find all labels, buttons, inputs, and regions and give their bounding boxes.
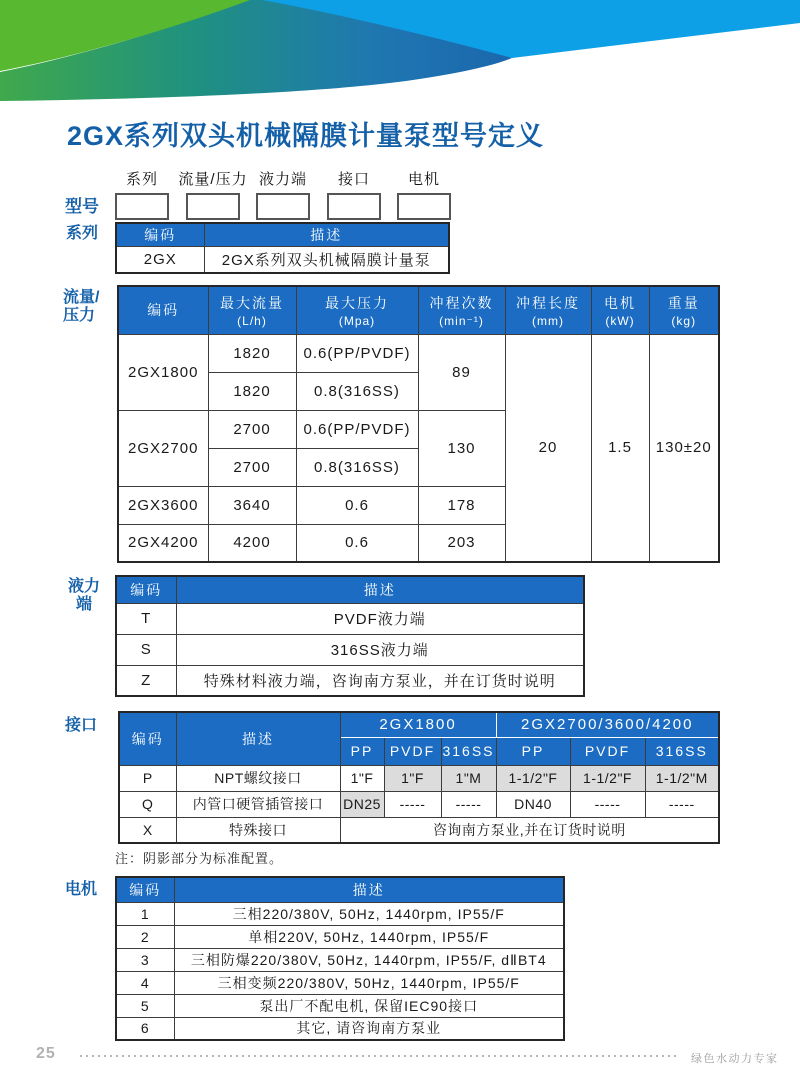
cell-strokes: 203	[418, 524, 505, 562]
table-row	[116, 902, 564, 925]
cell-code: 6	[116, 1017, 174, 1040]
col-header-strokes: 冲程次数 (min⁻¹)	[418, 286, 505, 334]
col-header-desc: 描述	[204, 223, 449, 246]
model-code-box	[115, 193, 169, 220]
col-header-code: 编码	[116, 576, 176, 603]
cell-value-standard: 1-1/2"F	[496, 765, 570, 791]
cell-strokes: 178	[418, 486, 505, 524]
cell-code: 1	[116, 902, 174, 925]
cell-value-standard: DN25	[340, 791, 384, 817]
cell-code: Z	[116, 665, 176, 696]
cell-desc: 特殊材料液力端，咨询南方泵业，并在订货时说明	[176, 665, 584, 696]
model-field-label: 流量/压力	[178, 171, 248, 188]
table-row	[119, 817, 719, 843]
cell-code: 2GX1800	[118, 334, 208, 410]
cell-desc: 316SS液力端	[176, 634, 584, 665]
cell-flow: 1820	[208, 334, 296, 372]
col-header-desc: 描述	[174, 877, 564, 902]
cell-flow: 3640	[208, 486, 296, 524]
cell-pressure: 0.8(316SS)	[296, 372, 418, 410]
model-field-label: 液力端	[258, 171, 308, 188]
hydraulic-end-label-line1: 液力	[67, 578, 100, 595]
table-header-row	[116, 576, 584, 603]
interface-label: 接口	[65, 717, 98, 734]
cell-motor-kw: 1.5	[591, 334, 649, 562]
cell-code: 4	[116, 971, 174, 994]
flow-pressure-table	[117, 285, 720, 563]
cell-value-standard: 1-1/2"M	[645, 765, 719, 791]
header-banner-graphic	[0, 0, 800, 102]
col-header-316ss: 316SS	[441, 737, 496, 765]
table-row	[119, 765, 719, 791]
cell-value: -----	[645, 791, 719, 817]
page-number: 25	[36, 1045, 56, 1062]
model-field-label: 系列	[125, 171, 159, 188]
interface-table	[118, 711, 720, 844]
cell-value: -----	[441, 791, 496, 817]
table-row	[116, 925, 564, 948]
cell-pressure: 0.6(PP/PVDF)	[296, 334, 418, 372]
cell-pressure: 0.6	[296, 486, 418, 524]
cell-code: T	[116, 603, 176, 634]
table-row	[116, 971, 564, 994]
hydraulic-end-table	[115, 575, 585, 697]
table-row	[116, 665, 584, 696]
model-label: 型号	[65, 197, 99, 216]
cell-pressure: 0.8(316SS)	[296, 448, 418, 486]
col-header-max-flow: 最大流量 (L/h)	[208, 286, 296, 334]
table-header-row	[118, 286, 719, 334]
col-header-max-pressure: 最大压力 (Mpa)	[296, 286, 418, 334]
cell-value-standard: 1"F	[384, 765, 441, 791]
cell-code: 2GX4200	[118, 524, 208, 562]
series-label: 系列	[66, 225, 99, 242]
cell-code: X	[119, 817, 176, 843]
cell-desc: 2GX系列双头机械隔膜计量泵	[204, 246, 449, 273]
cell-code: 2GX3600	[118, 486, 208, 524]
flow-pressure-label-line1: 流量/	[63, 289, 100, 306]
cell-span-note: 咨询南方泵业,并在订货时说明	[340, 817, 719, 843]
cell-desc: 三相防爆220/380V, 50Hz, 1440rpm, IP55/F, dⅡBT4	[174, 948, 564, 971]
cell-desc: 内管口硬管插管接口	[176, 791, 340, 817]
col-header-pvdf: PVDF	[570, 737, 645, 765]
cell-value: -----	[384, 791, 441, 817]
flow-pressure-label	[63, 289, 99, 326]
model-code-box	[256, 193, 310, 220]
cell-flow: 4200	[208, 524, 296, 562]
series-table	[115, 222, 450, 274]
col-group-2gx1800: 2GX1800	[340, 712, 496, 737]
cell-code: S	[116, 634, 176, 665]
table-row	[118, 334, 719, 372]
cell-desc: 特殊接口	[176, 817, 340, 843]
cell-code: 2	[116, 925, 174, 948]
table-header-row	[119, 712, 719, 737]
motor-label: 电机	[65, 881, 98, 898]
hydraulic-end-label	[66, 578, 102, 615]
cell-desc: NPT螺纹接口	[176, 765, 340, 791]
cell-value: 1"F	[340, 765, 384, 791]
cell-pressure: 0.6(PP/PVDF)	[296, 410, 418, 448]
flow-pressure-label-line2: 压力	[63, 307, 96, 325]
cell-code: 5	[116, 994, 174, 1017]
model-code-box	[186, 193, 240, 220]
table-header-row	[116, 877, 564, 902]
model-field-label: 接口	[337, 171, 371, 188]
cell-value-standard: 1-1/2"F	[570, 765, 645, 791]
col-header-code: 编码	[119, 712, 176, 765]
col-header-code: 编码	[116, 877, 174, 902]
col-header-pvdf: PVDF	[384, 737, 441, 765]
cell-weight: 130±20	[649, 334, 719, 562]
footer-dotted-divider	[80, 1055, 680, 1057]
cell-code: 2GX2700	[118, 410, 208, 486]
col-header-code: 编码	[118, 286, 208, 334]
cell-value: -----	[570, 791, 645, 817]
table-row	[116, 994, 564, 1017]
cell-desc: 泵出厂不配电机, 保留IEC90接口	[174, 994, 564, 1017]
table-header-row	[116, 223, 449, 246]
cell-code: P	[119, 765, 176, 791]
cell-value-standard: 1"M	[441, 765, 496, 791]
cell-value: DN40	[496, 791, 570, 817]
cell-code: 2GX	[116, 246, 204, 273]
table-row	[116, 948, 564, 971]
cell-stroke-length: 20	[505, 334, 591, 562]
cell-strokes: 130	[418, 410, 505, 486]
col-header-code: 编码	[116, 223, 204, 246]
col-header-weight: 重量 (kg)	[649, 286, 719, 334]
col-header-motor-kw: 电机 (kW)	[591, 286, 649, 334]
col-header-stroke-length: 冲程长度 (mm)	[505, 286, 591, 334]
shading-note: 注：阴影部分为标准配置。	[115, 851, 284, 866]
table-row	[116, 1017, 564, 1040]
col-header-desc: 描述	[176, 712, 340, 765]
cell-strokes: 89	[418, 334, 505, 410]
model-field-label: 电机	[407, 171, 441, 188]
cell-flow: 2700	[208, 448, 296, 486]
cell-desc: 三相变频220/380V, 50Hz, 1440rpm, IP55/F	[174, 971, 564, 994]
cell-flow: 2700	[208, 410, 296, 448]
cell-desc: 其它, 请咨询南方泵业	[174, 1017, 564, 1040]
model-code-box	[397, 193, 451, 220]
page-title: 2GX系列双头机械隔膜计量泵型号定义	[67, 121, 545, 151]
table-row	[116, 603, 584, 634]
col-header-pp: PP	[340, 737, 384, 765]
cell-code: 3	[116, 948, 174, 971]
cell-pressure: 0.6	[296, 524, 418, 562]
col-header-desc: 描述	[176, 576, 584, 603]
table-row	[119, 791, 719, 817]
motor-table	[115, 876, 565, 1041]
footer-slogan: 绿色水动力专家	[691, 1053, 779, 1065]
col-group-2gx2700-3600-4200: 2GX2700/3600/4200	[496, 712, 719, 737]
table-row	[116, 246, 449, 273]
cell-flow: 1820	[208, 372, 296, 410]
model-code-box	[327, 193, 381, 220]
cell-desc: PVDF液力端	[176, 603, 584, 634]
col-header-pp: PP	[496, 737, 570, 765]
col-header-316ss: 316SS	[645, 737, 719, 765]
table-row	[116, 634, 584, 665]
cell-code: Q	[119, 791, 176, 817]
hydraulic-end-label-line2: 端	[75, 596, 92, 614]
cell-desc: 单相220V, 50Hz, 1440rpm, IP55/F	[174, 925, 564, 948]
cell-desc: 三相220/380V, 50Hz, 1440rpm, IP55/F	[174, 902, 564, 925]
